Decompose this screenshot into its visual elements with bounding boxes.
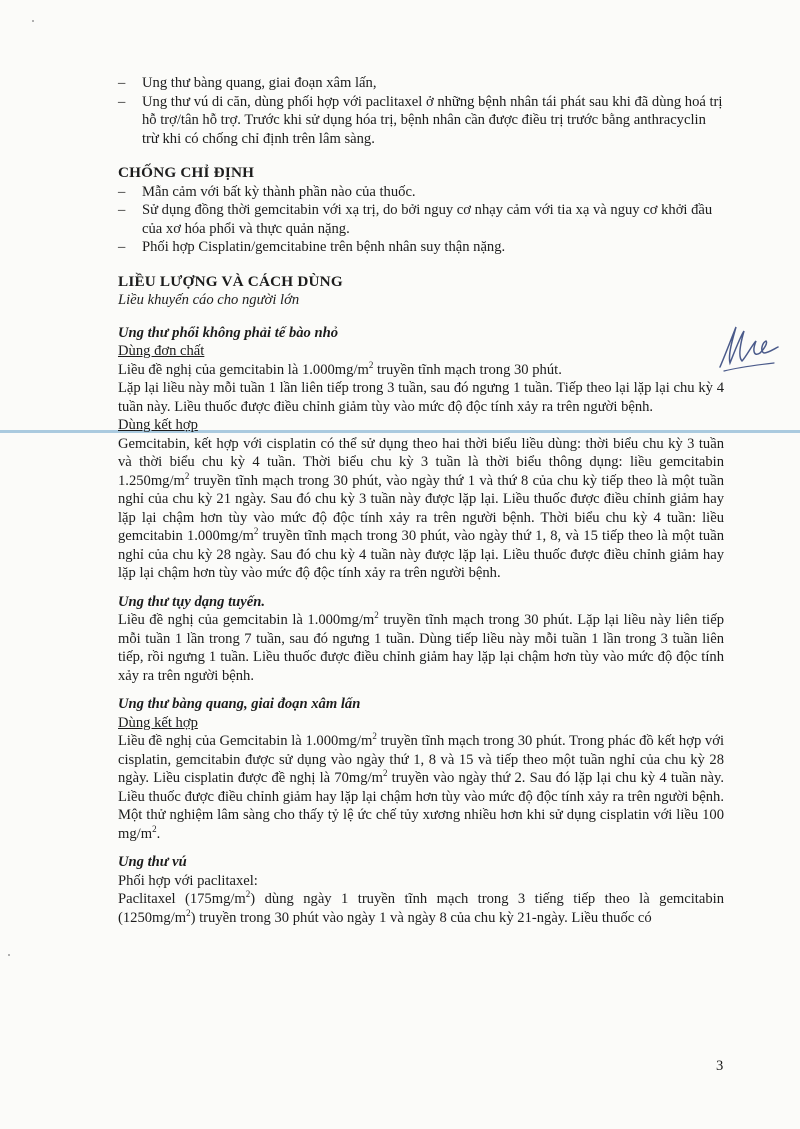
section-subheading: Liều khuyến cáo cho người lớn [118,292,300,308]
usage-label: Dùng đơn chất [118,343,205,359]
indication-list [118,74,724,148]
list-item: – Sử dụng đồng thời gemcitabin với xạ trị, do bởi nguy cơ nhạy cảm với tia xạ và nguy cơ khởi đầu của xơ hóa phổi và thực quản nặng. [118,202,713,237]
signature-mark [716,323,780,373]
list-item: – Phối hợp Cisplatin/gemcitabine trên bệnh nhân suy thận nặng. [118,239,506,255]
subsection-title: Ung thư bàng quang, giai đoạn xâm lấn [118,696,361,712]
list-item: – Ung thư vú di căn, dùng phối hợp với paclitaxel ở những bệnh nhân tái phát sau khi đã dùng hoá trị hỗ trợ/tân hỗ trợ. Trước khi sử dụng hóa trị, bệnh nhân cần được điều trị trước bằng anthracyclin trừ khi có chống chỉ định trên lâm sàng. [118,93,723,147]
scan-speck [8,954,10,956]
subsection-title: Ung thư phổi không phải tế bào nhỏ [118,324,339,341]
document-body [118,74,724,927]
scan-speck [32,20,34,22]
list-item: – Ung thư bàng quang, giai đoạn xâm lấn, [118,75,377,91]
paragraph: Liều đề nghị của Gemcitabin là $1.000mg/m^2$ truyền tĩnh mạch trong 30 phút. Trong phác đồ kết hợp với cisplatin, gemcitabin được sử dụng vào ngày thứ 1, 8 và 15 và tiếp theo một tuần nghỉ của chu kỳ 28 ngày. Liều cisplatin được đề nghị là $70mg/m^2$ truyền vào ngày thứ 2. Sau đó lặp lại chu kỳ 4 tuần này. Liều thuốc được điều chỉnh giảm hay lặp lại chậm hơn tùy vào mức độ độc tính xảy ra trên người bệnh. Một thử nghiệm lâm sàng cho thấy tỷ lệ ức chế tủy xương nhiều hơn khi sử dụng cisplatin với liều 100 $mg/m^2$. [118,731,724,842]
paragraph-line: Phối hợp với paclitaxel: [118,872,258,889]
section-heading: CHỐNG CHỈ ĐỊNH [118,164,255,181]
subsection-title: Ung thư tụy dạng tuyến. [118,593,266,610]
contraindication-list [118,183,724,257]
section-heading: LIỀU LƯỢNG VÀ CÁCH DÙNG [118,272,343,290]
usage-label: Dùng kết hợp [118,417,198,433]
paragraph: Liều đề nghị của gemcitabin là $1.000mg/m^2$ truyền tĩnh mạch trong 30 phút. [118,359,562,378]
paragraph: Gemcitabin, kết hợp với cisplatin có thể sử dụng theo hai thời biểu liều dùng: thời biểu chu kỳ 3 tuần và thời biểu chu kỳ 4 tuần. Thời biểu chu kỳ 3 tuần là thời biểu thông dụng: liều gemcitabin $1.250mg/m^2$ truyền tĩnh mạch trong 30 phút, vào ngày thứ 1 và thứ 8 của chu kỳ tiếp theo là một tuần nghỉ của chu kỳ 21 ngày. Sau đó chu kỳ 3 tuần này được lặp lại. Liều thuốc được điều chỉnh giảm hay lặp lại chậm hơn tùy vào mức độ độc tính xảy ra trên người bệnh. Thời biểu chu kỳ 4 tuần: liều gemcitabin $1.000mg/m^2$ truyền tĩnh mạch trong 30 phút, vào ngày thứ 1, 8, và 15 tiếp theo là một tuần nghỉ của chu kỳ 28 ngày. Sau đó chu kỳ 4 tuần này được lặp lại. Liều thuốc được điều chỉnh giảm hay lặp lại chậm hơn tùy vào mức độ độc tính xảy ra trên người bệnh. [118,435,724,581]
usage-label: Dùng kết hợp [118,714,198,731]
page-number: 3 [716,1058,724,1074]
paragraph: Liều đề nghị của gemcitabin là $1.000mg/m^2$ truyền tĩnh mạch trong 30 phút. Lặp lại liều này liên tiếp mỗi tuần 1 lần trong 7 tuần, sau đó ngưng 1 tuần. Dùng tiếp liều này mỗi tuần 1 lần trong 3 tuần liên tiếp, rồi ngưng 1 tuần. Liều thuốc được điều chỉnh giảm hay lặp lại chậm hơn tùy vào mức độ độc tính xảy ra trên người bệnh. [118,610,724,684]
paragraph: Paclitaxel $(175mg/m^2)$ dùng ngày 1 truyền tĩnh mạch trong 3 tiếng tiếp theo là gemcitabin $(1250mg/m^2)$ truyền trong 30 phút vào ngày 1 và ngày 8 của chu kỳ 21-ngày. Liều thuốc có [118,889,724,926]
list-item: – Mẫn cảm với bất kỳ thành phần nào của thuốc. [118,183,416,200]
subsection-title: Ung thư vú [118,854,187,870]
paragraph: Lặp lại liều này mỗi tuần 1 lần liên tiếp trong 3 tuần, sau đó ngưng 1 tuần. Tiếp theo lại lặp lại chu kỳ 4 tuần này. Liều thuốc được điều chỉnh giảm tùy vào mức độ độc tính xảy ra trên người bệnh. [118,380,724,415]
